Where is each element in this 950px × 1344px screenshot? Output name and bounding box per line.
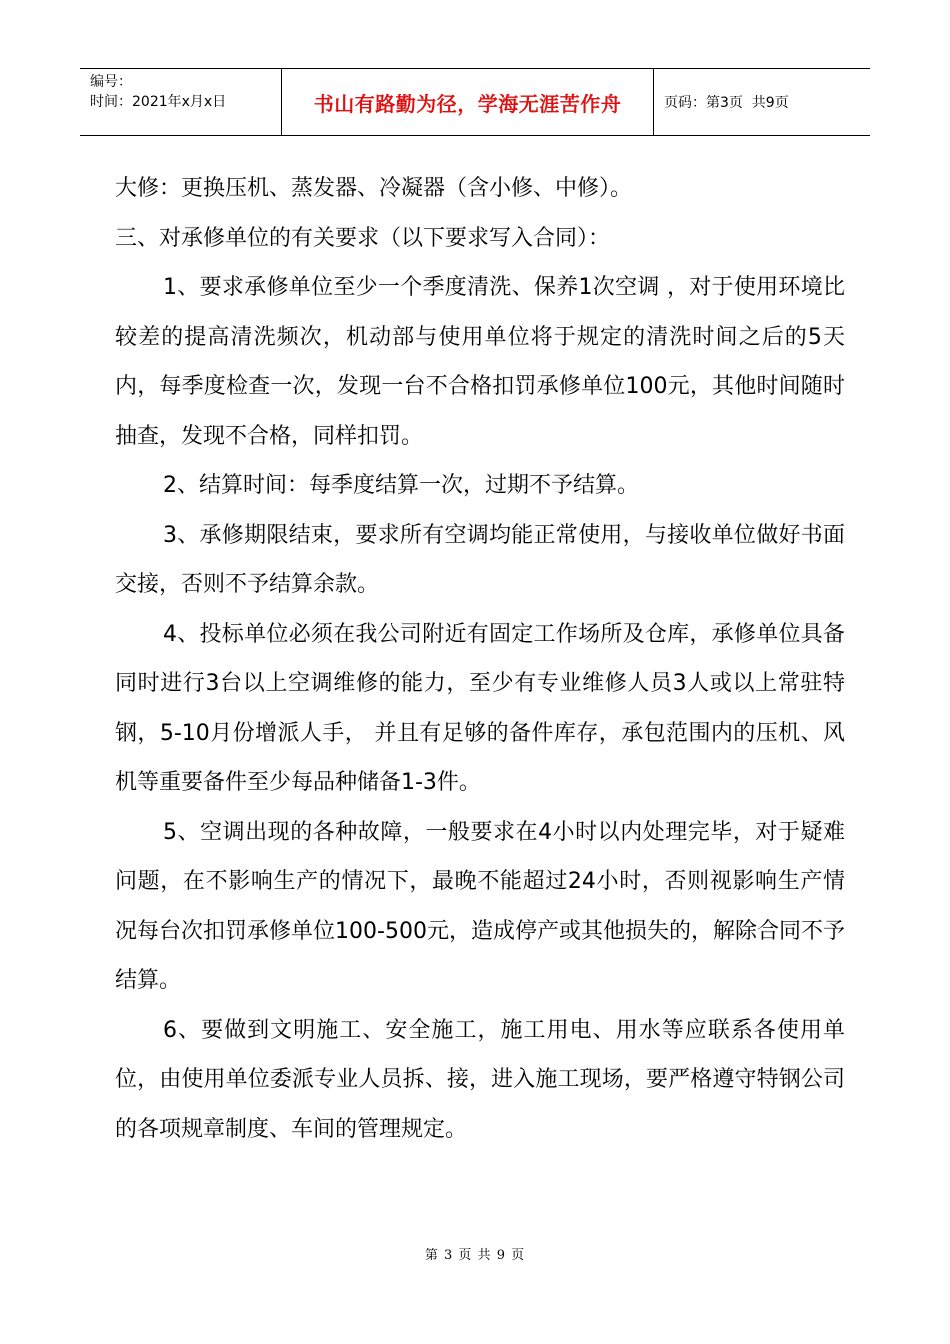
document-number-label: 编号： (90, 74, 132, 90)
document-body (115, 164, 845, 1154)
requirement-item-6: 6、要做到文明施工、安全施工，施工用电、用水等应联系各使用单位，由使用单位委派专业人员拆、接，进入施工现场，要严格遵守特钢公司的各项规章制度、车间的管理规定。 (115, 1017, 845, 1142)
requirement-item-4: 4、投标单位必须在我公司附近有固定工作场所及仓库，承修单位具备同时进行3台以上空调维修的能力，至少有专业维修人员3人或以上常驻特钢，5-10月份增派人手， 并且有足够的备件库存，承包范围内的压机、风机等重要备件至少每品种储备1-3件。 (115, 621, 845, 795)
requirement-item-5: 5、空调出现的各种故障，一般要求在4小时以内处理完毕，对于疑难问题，在不影响生产的情况下，最晚不能超过24小时，否则视影响生产情况每台次扣罚承修单位100-500元，造成停产或其他损失的，解除合同不予结算。 (115, 819, 845, 993)
document-date: 时间：2021年x月x日 (90, 94, 227, 110)
requirement-item-3: 3、承修期限结束，要求所有空调均能正常使用，与接收单位做好书面交接，否则不予结算余款。 (115, 522, 845, 597)
document-header (80, 68, 870, 136)
header-page-info: 页码：第3页 共9页 (664, 95, 789, 111)
header-page-cell (654, 69, 870, 135)
header-motto: 书山有路勤为径，学海无涯苦作舟 (313, 91, 622, 116)
overhaul-line: 大修：更换压机、蒸发器、冷凝器（含小修、中修）。 (115, 176, 633, 201)
requirement-item-1: 1、要求承修单位至少一个季度清洗、保养1次空调 ，对于使用环境比较差的提高清洗频次，机动部与使用单位将于规定的清洗时间之后的5天内，每季度检查一次，发现一台不合格扣罚承修单位100元，其他时间随时抽查，发现不合格，同样扣罚。 (115, 275, 845, 449)
header-meta (80, 69, 282, 135)
header-motto-cell (282, 69, 654, 135)
section-heading-three: 三、对承修单位的有关要求（以下要求写入合同）： (115, 225, 611, 251)
page-footer: 第 3 页 共 9 页 (424, 1248, 526, 1263)
requirement-item-2: 2、结算时间：每季度结算一次，过期不予结算。 (163, 473, 639, 498)
